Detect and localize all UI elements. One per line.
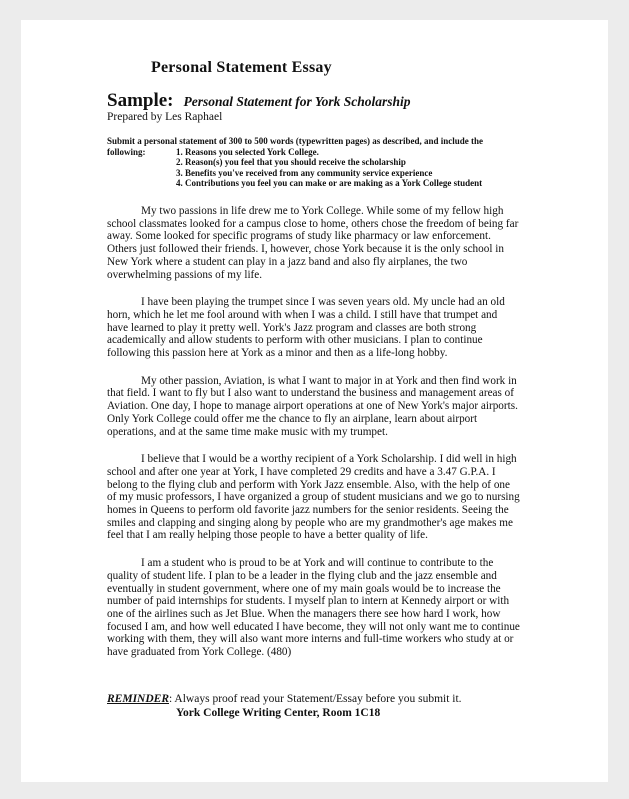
essay-paragraph: My two passions in life drew me to York College. While some of my fellow high school classmates looked for a campus close to home, others chose the freedom of being far away. Some looked for specific programs of study like pharmacy or law enforcement. Others just followed their friends. I, however, chose York because it is the only school in New York where a student can play in a jazz band and also fly airplanes, the two overwhelming passions of my life.: [107, 205, 519, 281]
sample-heading: [107, 90, 411, 112]
instructions-list: [176, 147, 482, 189]
essay-paragraph: I believe that I would be a worthy recipient of a York Scholarship. I did well in high school and after one year at York, I have completed 29 credits and have a 3.47 G.P.A. I belong to the flying club and perform with York Jazz ensemble. Also, with the help of one of my music professors, I have organized a group of student musicians and we go to nursing homes in Queens to perform old favorite jazz numbers for the senior residents. Seeing the smiles and clapping and singing along by people who are my grandmother's age makes me feel that I am really helping those people to have a better quality of life.: [107, 453, 520, 542]
prepared-by: Prepared by Les Raphael: [107, 111, 223, 123]
instructions-item: 4. Contributions you feel you can make or are making as a York College student: [176, 178, 483, 189]
instructions-item: 3. Benefits you've received from any community service experience: [176, 167, 433, 178]
page-title: Personal Statement Essay: [151, 59, 332, 76]
instructions-following-label: following:: [107, 146, 146, 157]
instructions-item: 2. Reason(s) you feel that you should receive the scholarship: [176, 157, 406, 168]
essay-body: [107, 205, 521, 674]
document-page: [21, 20, 608, 782]
reminder-label: REMINDER: [107, 693, 169, 705]
sample-label: Sample:: [107, 90, 174, 111]
essay-paragraph: I have been playing the trumpet since I was seven years old. My uncle had an old horn, which he let me fool around with when I was a child. I still have that trumpet and have learned to play it pretty well. York's Jazz program and classes are both strong academically and allow students to perform with other musicians. I plan to continue following this passion here at York as a minor and then as a life-long hobby.: [107, 296, 505, 360]
instructions-block: [107, 136, 527, 189]
essay-paragraph: I am a student who is proud to be at York and will continue to contribute to the quality of student life. I plan to be a leader in the flying club and the jazz ensemble and eventually in student government, where one of my main goals would be to increase the number of paid internships for students. I myself plan to intern at Kennedy airport or with one of the airlines such as Jet Blue. When the managers there see how hard I work, how focused I am, and how well educated I have become, they will not only want me to continue working with them, they will also want more interns and full-time workers who study at or have graduated from York College. (480): [107, 557, 520, 659]
essay-paragraph: My other passion, Aviation, is what I want to major in at York and then find work in that field. I want to fly but I also want to understand the business and management areas of Aviation. One day, I hope to manage airport operations at one of New York's major airports. Only York College could offer me the chance to fly an airplane, learn about airport operations, and at the same time make music with my trumpet.: [107, 374, 518, 438]
sample-subtitle: Personal Statement for York Scholarship: [183, 94, 411, 109]
reminder-line: [107, 693, 462, 706]
instructions-item: 1. Reasons you selected York College.: [176, 146, 319, 157]
instructions-row: [107, 147, 527, 189]
instructions-intro: Submit a personal statement of 300 to 500 words (typewritten pages) as described, and include the: [107, 136, 483, 146]
writing-center-line: York College Writing Center, Room 1C18: [176, 707, 381, 719]
reminder-text: : Always proof read your Statement/Essay before you submit it.: [169, 693, 462, 705]
